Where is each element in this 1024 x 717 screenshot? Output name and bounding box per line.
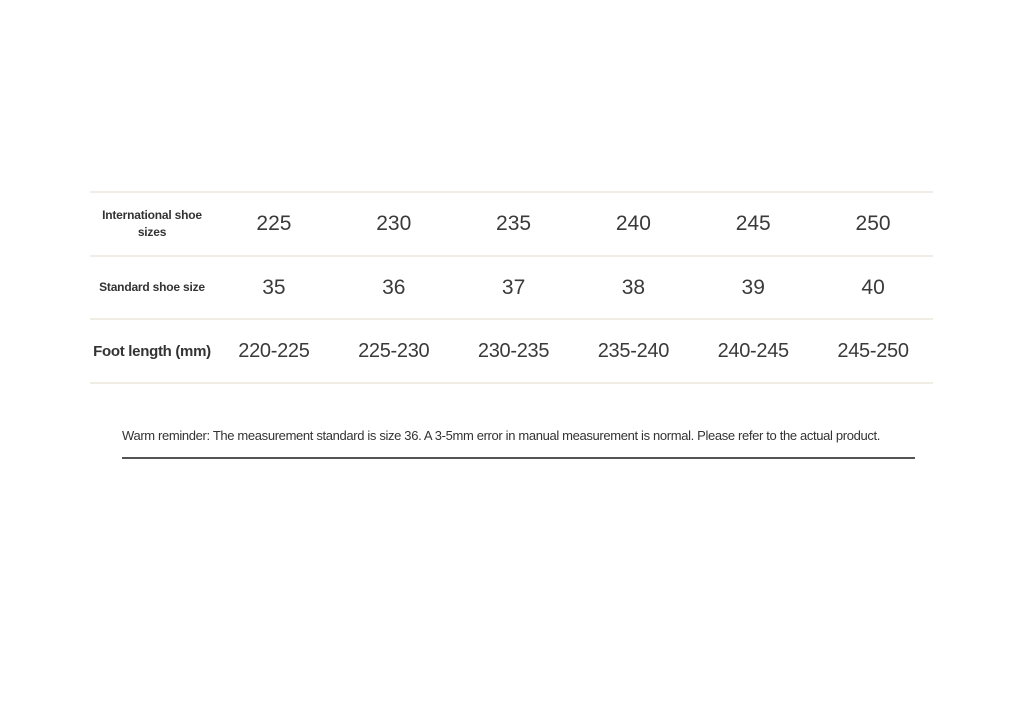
table-cell: 245-250 — [837, 339, 909, 362]
table-cell: 240 — [615, 212, 651, 235]
row-label-foot-length: Foot length (mm) — [93, 342, 211, 360]
warm-reminder-text: Warm reminder: The measurement standard is size 36. A 3-5mm error in manual measurement is normal. Please refer to the actual product. — [122, 425, 915, 459]
table-cell: 37 — [501, 275, 526, 299]
row-label-standard-size: Standard shoe size — [99, 280, 205, 294]
table-cell: 245 — [735, 212, 771, 235]
table-cell: 235-240 — [597, 339, 670, 362]
table-cell: 225 — [256, 212, 292, 235]
table-cell: 230-235 — [477, 339, 550, 362]
table-cell: 240-245 — [717, 339, 789, 362]
table-cell: 220-225 — [238, 339, 310, 362]
table-cell: 36 — [382, 275, 406, 299]
table-row-international-size — [90, 192, 933, 256]
table-cell: 235 — [496, 212, 532, 235]
table-cell: 40 — [861, 275, 885, 299]
table-cell: 225-230 — [358, 339, 430, 362]
row-label-international-size: International shoe sizes — [102, 208, 202, 239]
table-row-foot-length — [90, 319, 933, 383]
table-cell: 230 — [376, 212, 412, 235]
table-cell: 35 — [262, 275, 286, 299]
table-cell: 39 — [741, 275, 765, 299]
table-row-standard-size — [90, 256, 933, 319]
table-cell: 250 — [855, 212, 891, 235]
shoe-size-table — [90, 191, 933, 384]
table-cell: 38 — [621, 275, 646, 299]
